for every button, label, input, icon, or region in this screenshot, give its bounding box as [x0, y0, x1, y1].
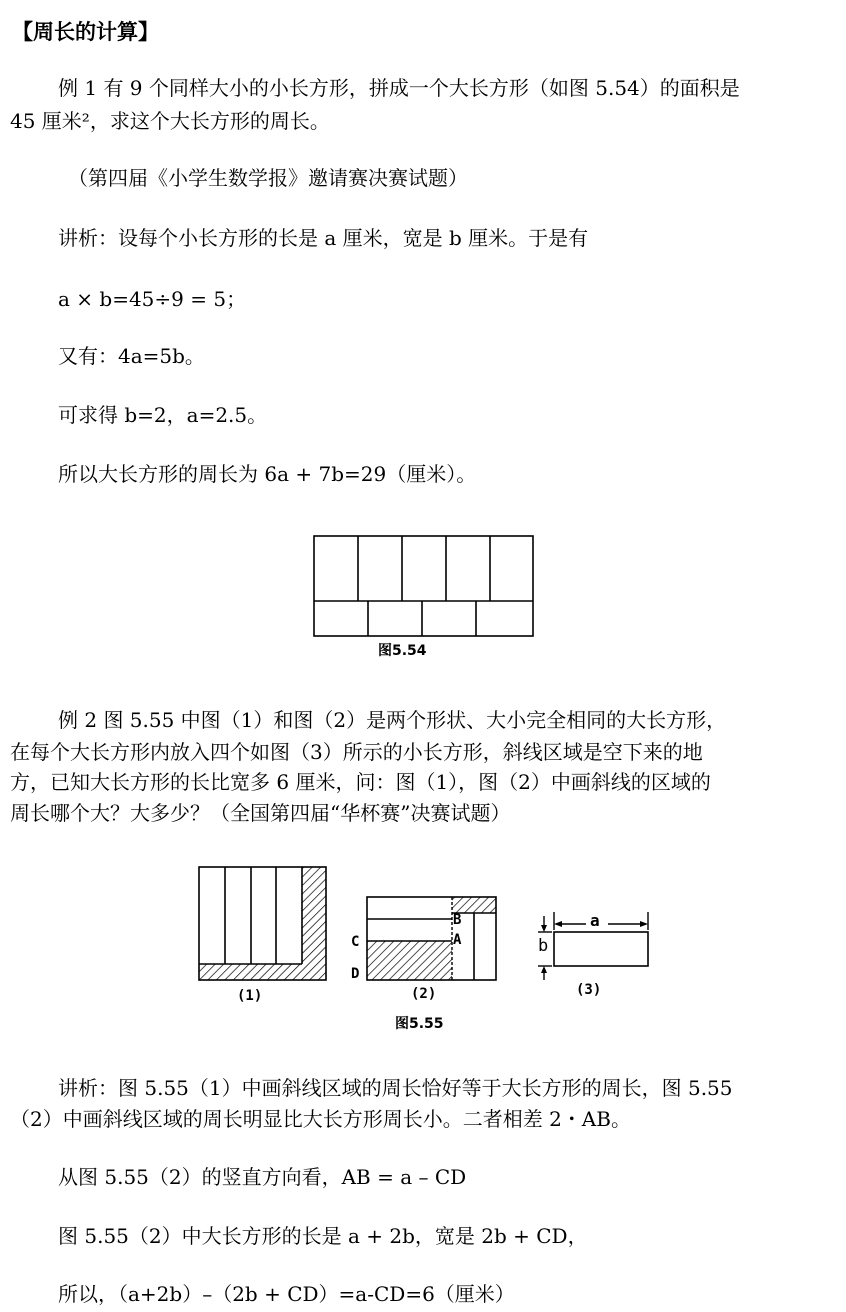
label-D: D [351, 966, 360, 982]
fig1-hatched-region [199, 867, 326, 980]
fig555-sub2-label: (2) [411, 986, 437, 1002]
ex2-line2: 在每个大长方形内放入四个如图（3）所示的小长方形，斜线区域是空下来的地 [10, 740, 703, 764]
fig2-hatched-top [452, 897, 496, 913]
label-a: a [590, 911, 600, 930]
ex2-line3: 方，已知大长方形的长比宽多 6 厘米，问：图（1），图（2）中画斜线的区域的 [10, 770, 711, 794]
ex2-step1: 从图 5.55（2）的竖直方向看，AB = a – CD [58, 1165, 467, 1189]
figure-5-55-1 [196, 864, 330, 984]
ex1-line2: 45 厘米²，求这个大长方形的周长。 [10, 109, 330, 133]
ex2-step2: 图 5.55（2）中大长方形的长是 a + 2b，宽是 2b + CD， [58, 1224, 588, 1248]
ex2-analysis1: 讲析：图 5.55（1）中画斜线区域的周长恰好等于大长方形的周长，图 5.55 [58, 1076, 733, 1100]
ex1-line1: 例 1 有 9 个同样大小的小长方形，拼成一个大长方形（如图 5.54）的面积是 [58, 76, 740, 100]
ex1-eq3: 可求得 b=2，a=2.5。 [58, 403, 268, 427]
label-b: b [538, 936, 549, 956]
ex2-step3: 所以，（a+2b）–（2b + CD）=a-CD=6（厘米） [58, 1282, 515, 1306]
fig554-caption: 图5.54 [378, 643, 427, 659]
label-B: B [453, 912, 462, 928]
section-title: 【周长的计算】 [12, 20, 159, 44]
ex1-eq1: a × b=45÷9 = 5； [58, 287, 247, 311]
ex1-eq2: 又有：4a=5b。 [58, 344, 205, 368]
ex2-line4: 周长哪个大？大多少？（全国第四届“华杯赛”决赛试题） [10, 801, 511, 825]
label-C: C [351, 934, 360, 950]
fig555-sub3-label: (3) [576, 982, 602, 998]
ex1-source: （第四届《小学生数学报》邀请赛决赛试题） [68, 166, 468, 190]
figure-5-54 [310, 532, 540, 642]
ex1-analysis: 讲析：设每个小长方形的长是 a 厘米，宽是 b 厘米。于是有 [58, 226, 589, 250]
figure-5-55-2 [364, 894, 500, 984]
fig2-hatched-bottom [367, 941, 452, 980]
label-A: A [453, 932, 462, 948]
fig555-sub1-label: (1) [237, 988, 263, 1004]
ex2-analysis2: （2）中画斜线区域的周长明显比大长方形周长小。二者相差 2・AB。 [10, 1107, 631, 1131]
ex2-line1: 例 2 图 5.55 中图（1）和图（2）是两个形状、大小完全相同的大长方形， [58, 708, 727, 732]
fig555-caption: 图5.55 [395, 1016, 444, 1032]
ex1-eq4: 所以大长方形的周长为 6a + 7b=29（厘米）。 [58, 462, 477, 486]
fig554-outer-rect [314, 536, 533, 636]
